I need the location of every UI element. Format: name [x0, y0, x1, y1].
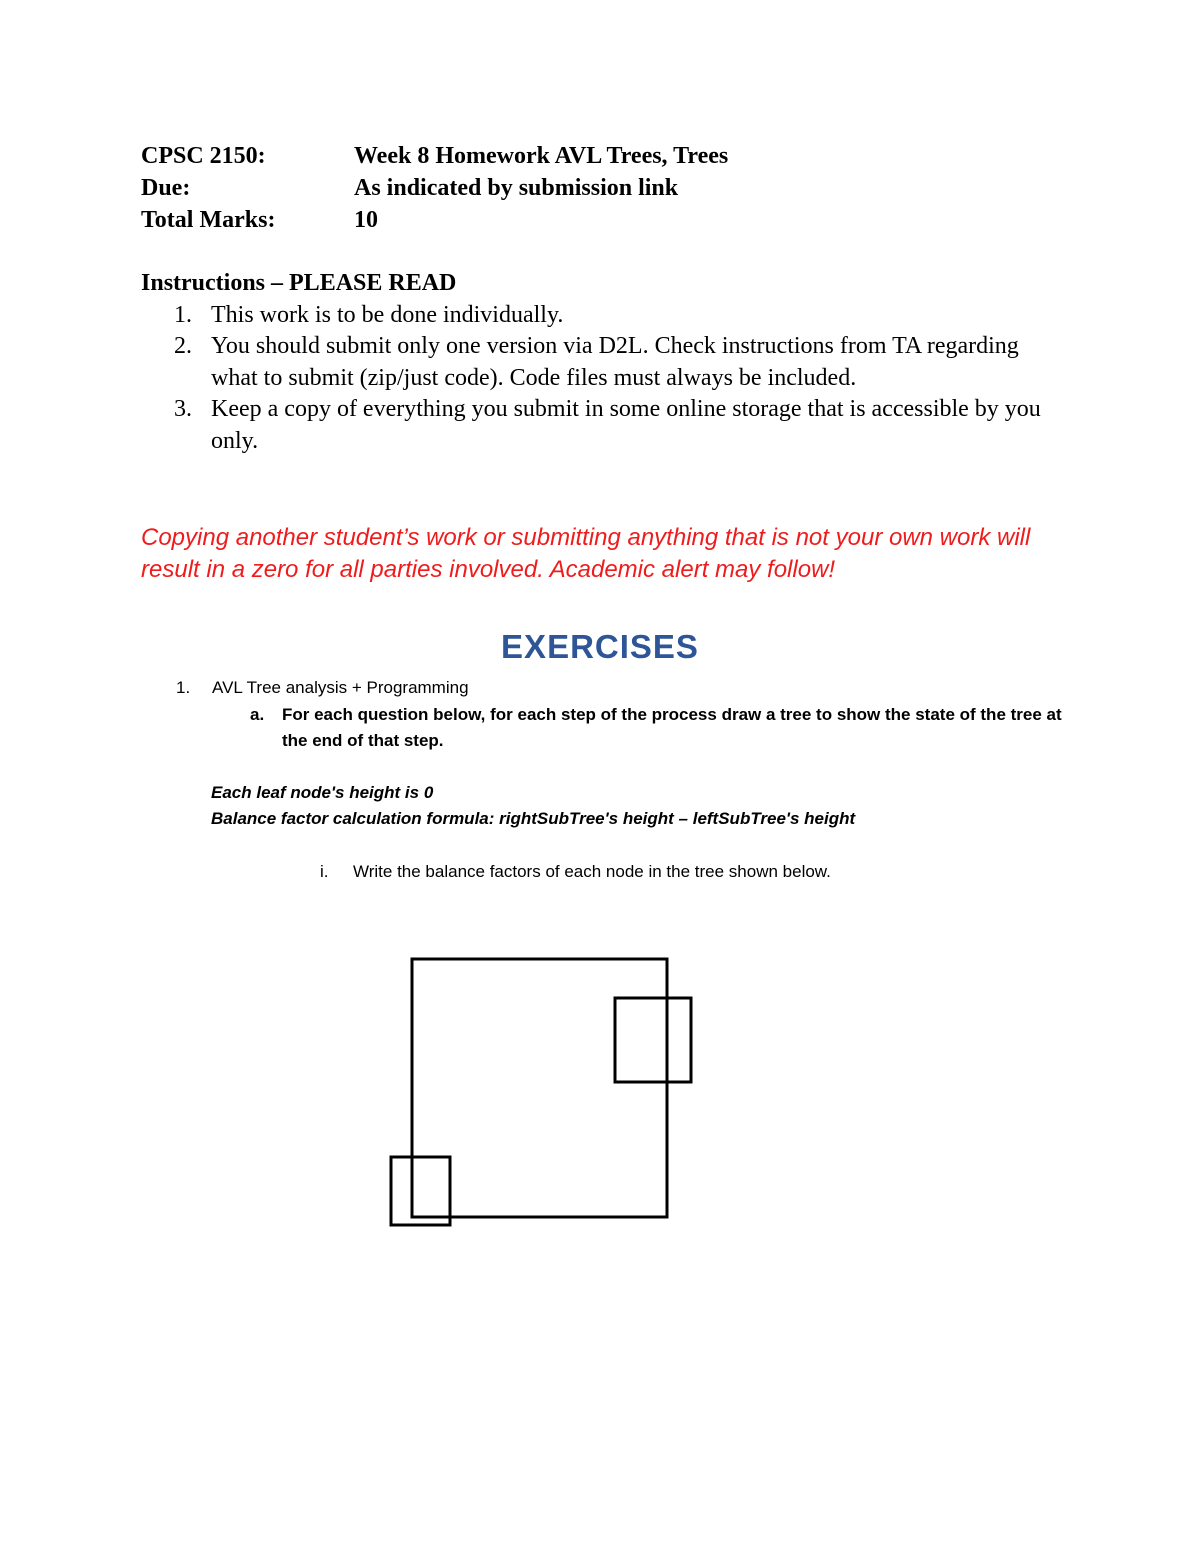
assignment-header [141, 140, 728, 236]
balance-factor-note: Balance factor calculation formula: rightSubTree's height – leftSubTree's height [211, 809, 856, 828]
due-label: Due: [141, 175, 191, 201]
instruction-item [141, 331, 1061, 394]
course-value: Week 8 Homework AVL Trees, Trees [354, 143, 729, 169]
instruction-number: 3. [174, 396, 192, 422]
instruction-number: 2. [174, 333, 192, 359]
instructions-list [141, 300, 1061, 458]
figure-frame-large [412, 959, 667, 1217]
subitem-label: Write the balance factors of each node in the tree shown below. [353, 862, 831, 881]
instruction-item [141, 300, 1061, 332]
due-row [141, 172, 728, 204]
instruction-number: 1. [174, 301, 192, 328]
exercise-label: AVL Tree analysis + Programming [212, 678, 469, 697]
course-label: CPSC 2150: [141, 143, 266, 169]
marks-value: 10 [354, 207, 378, 233]
due-value: As indicated by submission link [354, 175, 679, 201]
instruction-text: Keep a copy of everything you submit in some online storage that is accessible by you only. [211, 396, 1041, 454]
subitem-letter: a. [250, 705, 265, 724]
figure-frame-small-left [391, 1157, 450, 1225]
instruction-text: You should submit only one version via D2L. Check instructions from TA regarding what to submit (zip/just code). Code files must always be included. [211, 333, 1019, 391]
figure-frame-small-right [615, 998, 691, 1082]
academic-integrity-warning: Copying another student’s work or submitting anything that is not your own work will result in a zero for all parties involved. Academic alert may follow! [141, 524, 1031, 583]
subitem-roman: i. [320, 862, 329, 881]
instruction-text: This work is to be done individually. [211, 301, 564, 328]
exercises-heading: EXERCISES [501, 628, 699, 665]
instructions-section [141, 268, 1061, 457]
exercise-subitem-a [250, 702, 1070, 754]
leaf-height-note: Each leaf node's height is 0 [211, 783, 434, 802]
instructions-title: Instructions – PLEASE READ [141, 270, 457, 296]
course-row [141, 140, 728, 172]
exercise-number: 1. [176, 678, 191, 697]
instruction-item [141, 394, 1061, 457]
marks-label: Total Marks: [141, 207, 276, 233]
subitem-text: For each question below, for each step of the process draw a tree to show the state of the tree at the end of that step. [282, 705, 1062, 750]
avl-notes [211, 780, 855, 832]
marks-row [141, 204, 728, 236]
